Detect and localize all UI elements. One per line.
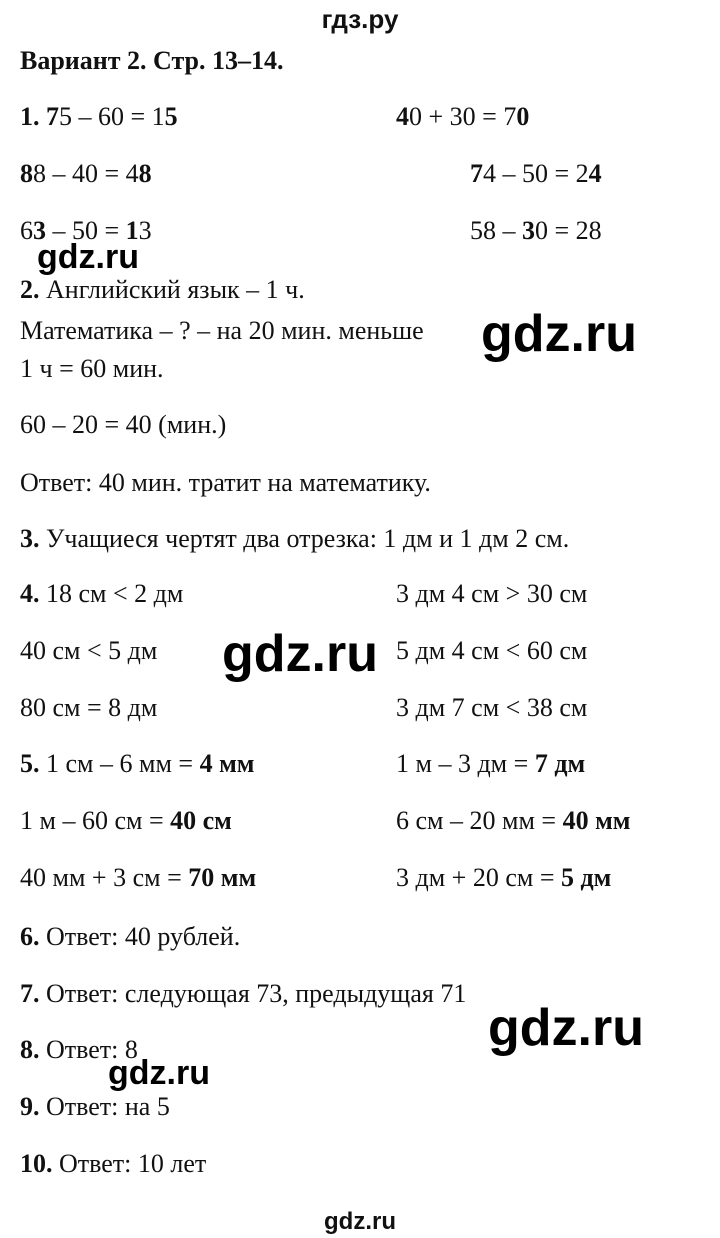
task4-row3-right: 3 дм 7 см < 38 см <box>396 693 588 722</box>
task8: 8. Ответ: 8 <box>20 1035 138 1064</box>
task5-row1-right: 1 м – 3 дм = 7 дм <box>396 749 586 778</box>
task2-line4: 60 – 20 = 40 (мин.) <box>20 410 227 439</box>
task6: 6. Ответ: 40 рублей. <box>20 922 241 951</box>
task5-row3-left: 40 мм + 3 см = 70 мм <box>20 863 257 892</box>
task9: 9. Ответ: на 5 <box>20 1092 170 1121</box>
watermark: gdz.ru <box>108 1054 210 1092</box>
task2-line2: Математика – ? – на 20 мин. меньше <box>20 316 424 345</box>
watermark: gdz.ru <box>37 238 139 276</box>
task4-row3-left: 80 см = 8 дм <box>20 693 158 722</box>
watermark: gdz.ru <box>481 305 637 363</box>
task4-row1-left: 4. 18 см < 2 дм <box>20 579 184 608</box>
task2-answer: Ответ: 40 мин. тратит на математику. <box>20 468 431 497</box>
task4-row2-right: 5 дм 4 см < 60 см <box>396 636 588 665</box>
task4-row1-right: 3 дм 4 см > 30 см <box>396 579 588 608</box>
task1-row1-right: 40 + 30 = 70 <box>396 102 530 131</box>
task10: 10. Ответ: 10 лет <box>20 1149 207 1178</box>
task5-row2-left: 1 м – 60 см = 40 см <box>20 806 232 835</box>
task3: 3. Учащиеся чертят два отрезка: 1 дм и 1 дм 2 см. <box>20 524 570 553</box>
task5-row2-right: 6 см – 20 мм = 40 мм <box>396 806 631 835</box>
task2-line3: 1 ч = 60 мин. <box>20 354 164 383</box>
watermark: gdz.ru <box>488 999 644 1057</box>
task1-row1-left: 1. 75 – 60 = 15 <box>20 102 178 131</box>
task2-line1: 2. Английский язык – 1 ч. <box>20 275 305 304</box>
task1-row2-left: 88 – 40 = 48 <box>20 159 152 188</box>
site-header: гдз.ру <box>321 4 399 34</box>
task1-row3-left: 63 – 50 = 13 <box>20 216 152 245</box>
task5-row1-left: 5. 1 см – 6 мм = 4 мм <box>20 749 255 778</box>
page-title: Вариант 2. Стр. 13–14. <box>20 46 284 75</box>
watermark: gdz.ru <box>222 625 378 683</box>
task1-row3-right: 58 – 30 = 28 <box>470 216 602 245</box>
task1-row2-right: 74 – 50 = 24 <box>470 159 602 188</box>
site-footer: gdz.ru <box>324 1208 396 1235</box>
task7: 7. Ответ: следующая 73, предыдущая 71 <box>20 979 467 1008</box>
task4-row2-left: 40 см < 5 дм <box>20 636 158 665</box>
task5-row3-right: 3 дм + 20 см = 5 дм <box>396 863 612 892</box>
